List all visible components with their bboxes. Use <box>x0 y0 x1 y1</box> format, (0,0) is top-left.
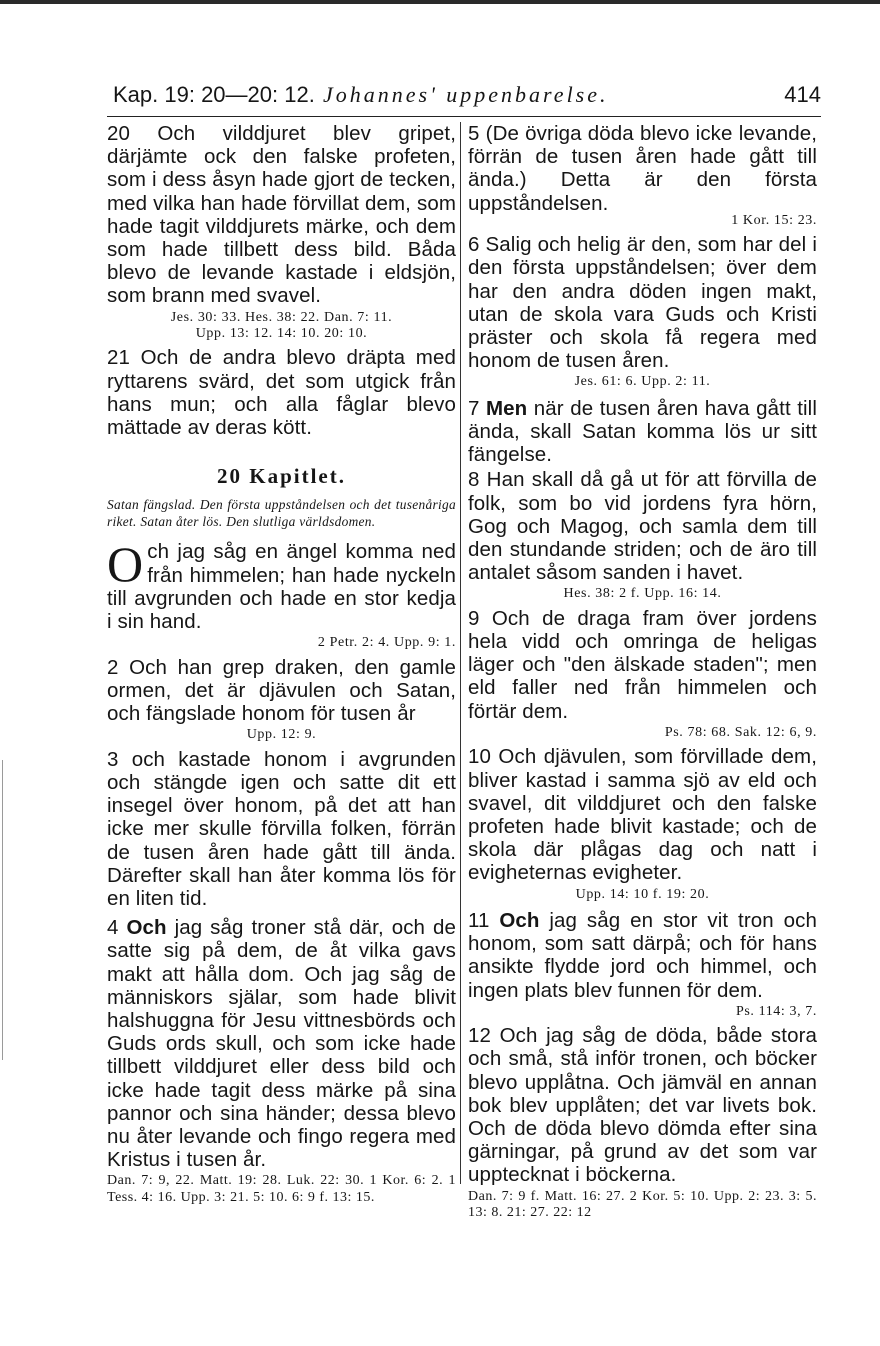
scan-top-border <box>0 0 880 4</box>
verse-20-2: 2 Och han grep draken, den gamle ormen, det är djävulen och Satan, och fängslade honom för tusen år <box>107 655 456 726</box>
verse-20-6-refs: Jes. 61: 6. Upp. 2: 11. <box>574 374 711 390</box>
verse-20-1 <box>107 536 456 634</box>
header-rule <box>107 116 821 117</box>
verse-20-11 <box>468 909 817 1002</box>
verse-20-8: 8 Han skall då gå ut för att förvilla de folk, som bo vid jordens fyra hörn, Gog och Magog, och samla dem till den stundande striden; och de äro till antalet såsom sanden i havet. <box>468 468 817 585</box>
verse-20-5-refs: 1 Kor. 15: 23. <box>731 212 817 228</box>
verse-20-7-initial: Men <box>486 396 528 420</box>
verse-19-21: 21 Och de andra blevo dräpta med ryttarens svärd, det som utgick från hans mun; och alla fåglar blevo mättade av deras kött. <box>107 346 456 440</box>
verse-20-4-number: 4 <box>107 916 127 940</box>
verse-20-9-refs: Ps. 78: 68. Sak. 12: 6, 9. <box>664 724 817 740</box>
verse-20-4 <box>107 916 456 1171</box>
verse-20-2-refs: Upp. 12: 9. <box>246 727 317 743</box>
verse-20-4-refs: Dan. 7: 9, 22. Matt. 19: 28. Luk. 22: 30. 1 Kor. 6: 2. 1 Tess. 4: 16. Upp. 3: 21. 5: 10. 6: 9 f. 13: 15. <box>107 1173 456 1205</box>
book-title: Johannes' uppenbarelse. <box>323 82 609 107</box>
verse-20-1-refs: 2 Petr. 2: 4. Upp. 9: 1. <box>317 635 456 651</box>
verse-20-1-text: ch jag såg en ängel komma ned från himmelen; han hade nyckeln till avgrunden och hade en stor kedja i sin hand. <box>107 540 456 634</box>
drop-cap: O <box>107 536 144 593</box>
chapter-summary: Satan fängslad. Den första uppståndelsen och det tusenåriga riket. Satan åter lös. Den slutliga världsdomen. <box>107 497 456 530</box>
left-column <box>107 122 456 1207</box>
verse-19-20: 20 Och vilddjuret blev gripet, därjämte ock den falske profeten, som i dess åsyn hade gjort de tecken, med vilka han hade förvillat dem, som hade tagit vilddjurets märke, och dem som hade tillbett dess bild. Båda blevo de levande kastade i eldsjön, som brann med svavel. <box>107 122 456 308</box>
verse-20-11-text: jag såg en stor vit tron och honom, som satt därpå; och för hans ansikte flydde jord och himmel, och ingen plats blev funnen för dem. <box>468 908 817 1002</box>
column-divider <box>460 122 461 1184</box>
page-header <box>113 80 821 114</box>
verse-19-20-refs: Jes. 30: 33. Hes. 38: 22. Dan. 7: 11. Upp. 13: 12. 14: 10. 20: 10. <box>170 309 393 342</box>
chapter-range: Kap. 19: 20—20: 12. <box>113 82 315 107</box>
verse-20-4-initial: Och <box>126 916 167 940</box>
page-number: 414 <box>784 82 821 107</box>
verse-20-7-text: när de tusen åren hava gått till ända, skall Satan komma lös ur sitt fängelse. <box>468 396 817 467</box>
verse-20-5: 5 (De övriga döda blevo icke levande, förrän de tusen åren hade gått till ända.) Detta är den första uppståndelsen. <box>468 122 817 215</box>
verse-20-12: 12 Och jag såg de döda, både stora och små, stå inför tronen, och böcker blevo upplåtna. Och jämväl en annan bok blev upplåten; det var livets bok. Och de döda blevo dömda efter sina gärningar, på grund av det som var upptecknat i böckerna. <box>468 1024 817 1187</box>
scan-edge-line <box>2 760 3 1060</box>
verse-20-11-number: 11 <box>468 908 500 932</box>
verse-20-7 <box>468 397 817 467</box>
verse-20-4-text: jag såg troner stå där, och de satte sig på dem, de åt vilka gavs makt att hålla dom. Och jag såg de människors själar, som hade blivit halshuggna för Jesu vittnesbörds och Guds ords skull, och som icke hade tillbett vilddjuret eller dess bild och icke hade tagit dess märke på sina pannor och sina händer; dessa blevo nu åter levande och fingo regera med Kristus i tusen år. <box>107 916 457 1172</box>
chapter-heading: 20 Kapitlet. <box>217 464 346 489</box>
verse-20-10: 10 Och djävulen, som förvillade dem, bliver kastad i samma sjö av eld och svavel, dit vilddjuret och den falske profeten hade blivit kastade; och de skola där plågas dag och natt i evigheternas evigheter. <box>468 745 817 885</box>
verse-20-11-initial: Och <box>499 908 540 932</box>
verse-20-8-refs: Hes. 38: 2 f. Upp. 16: 14. <box>563 586 722 602</box>
right-column <box>468 122 817 1222</box>
verse-20-11-refs: Ps. 114: 3, 7. <box>735 1003 817 1019</box>
verse-20-10-refs: Upp. 14: 10 f. 19: 20. <box>575 886 710 902</box>
verse-20-12-refs: Dan. 7: 9 f. Matt. 16: 27. 2 Kor. 5: 10. Upp. 2: 23. 3: 5. 13: 8. 21: 27. 22: 12 <box>468 1188 817 1221</box>
verse-20-3: 3 och kastade honom i avgrunden och stängde igen och satte dit ett insegel över honom, på det att han icke mer skulle förvilla folken, förrän de tusen åren hade gått till ända. Därefter skall han åter komma lös för en liten tid. <box>107 747 456 910</box>
verse-20-9: 9 Och de draga fram över jordens hela vidd och omringa de heligas läger och "den älskade staden"; men eld faller ned från himmelen och förtär dem. <box>468 606 817 723</box>
verse-20-6: 6 Salig och helig är den, som har del i den första uppståndelsen; över dem har den andra döden ingen makt, utan de skola vara Guds och Kristi präster och skola få regera med honom de tusen åren. <box>468 233 817 373</box>
verse-20-7-number: 7 <box>468 396 486 420</box>
